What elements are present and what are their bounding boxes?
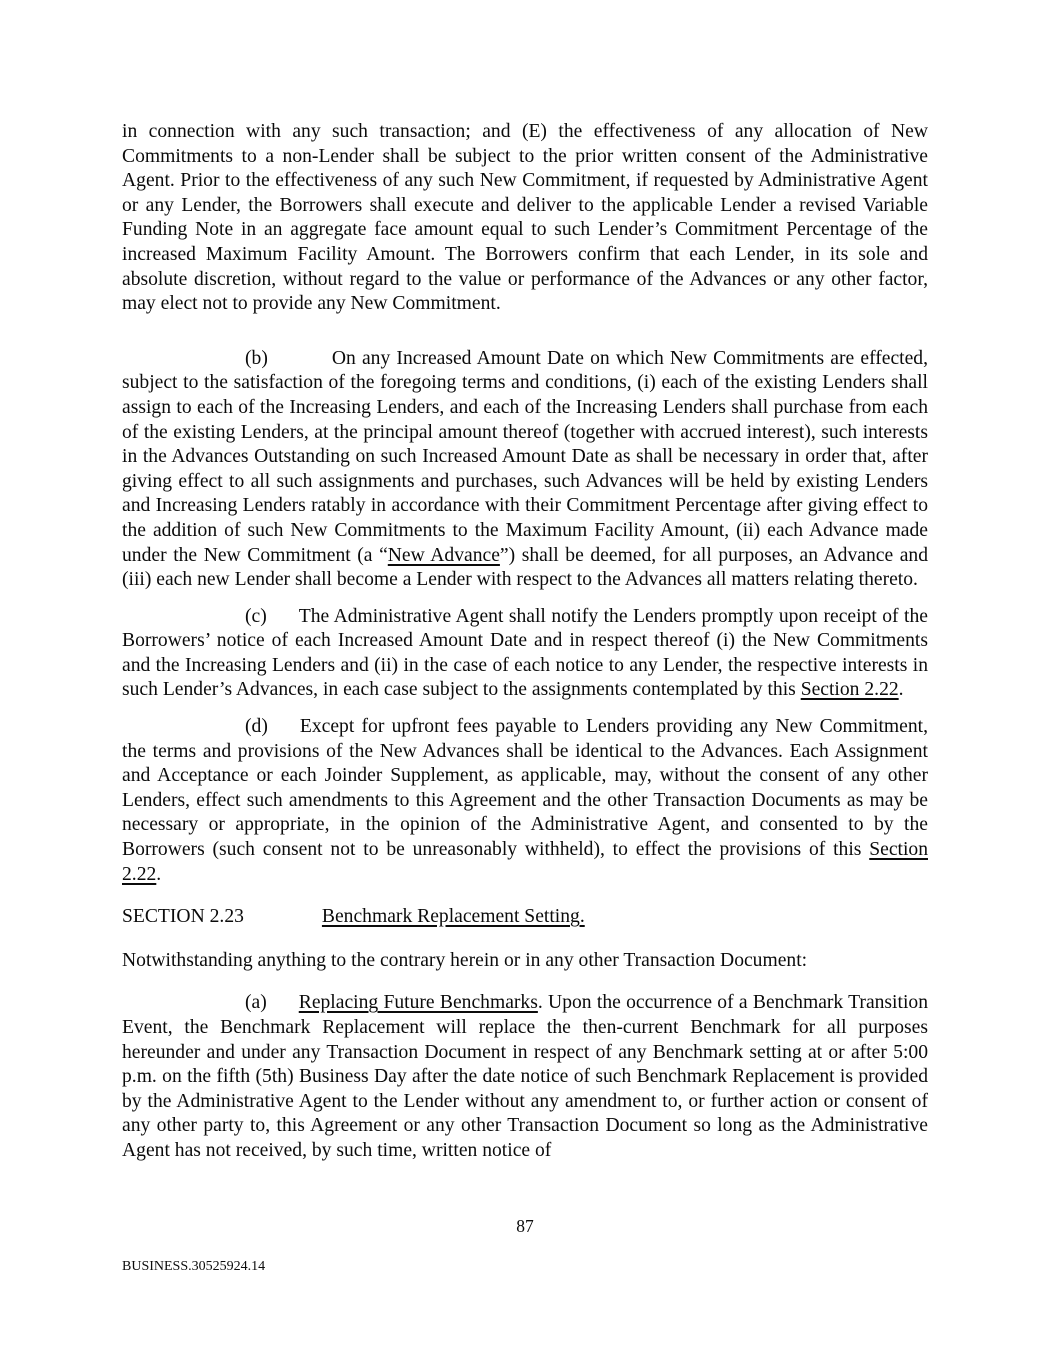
text-run: . [898, 679, 904, 701]
text-run: . [156, 863, 162, 885]
text-run: The Administrative Agent shall notify the Lenders promptly upon receipt of the Borrowers’ notice of each Increased Amount Date and in respect thereof (i) the New Commitments and the Increasing Lenders and (ii) in the case of each notice to any Lender, the respective interests in such Lender’s Advances, in each case subject to the assignments contemplated by this [122, 605, 928, 701]
paragraph-d [122, 715, 928, 887]
tab-spacer [244, 921, 322, 922]
tab-spacer [267, 1007, 299, 1008]
paragraph-d-label: (d) [245, 716, 268, 738]
paragraph-b-label: (b) [245, 347, 268, 369]
paragraph-a [122, 991, 928, 1163]
paragraph-c [122, 605, 928, 703]
underlined-text-run: Section 2.22 [122, 839, 928, 885]
underlined-text-run: Replacing Future Benchmarks [298, 992, 538, 1014]
paragraph-b-text [122, 348, 928, 590]
document-id-footer: BUSINESS.30525924.14 [122, 1259, 266, 1274]
tab-spacer [268, 363, 332, 364]
page-number: 87 [516, 1216, 534, 1236]
section-heading [122, 905, 928, 930]
paragraph-d-text [122, 716, 928, 885]
tab-spacer [267, 621, 299, 622]
text-run: . Upon the occurrence of a Benchmark Transition Event, the Benchmark Replacement will replace the then-current Benchmark for all purposes hereunder and under any Transaction Document in respect of any Benchmark setting at or after 5:00 p.m. on the fifth (5th) Business Day after the date notice of such Benchmark Replacement is provided by the Administrative Agent to the Lender without any amendment to, or further action or consent of any other party to, this Agreement or any other Transaction Document so long as the Administrative Agent has not received, by such time, written notice of [122, 992, 928, 1161]
text-run: On any Increased Amount Date on which New Commitments are effected, subject to the satisfaction of the foregoing terms and conditions, (i) each of the existing Lenders shall assign to each of the Increasing Lenders, and each of the Increasing Lenders shall purchase from each of the existing Lenders, at the principal amount thereof (together with accrued interest), such interests in the Advances Outstanding on such Increased Amount Date as shall be necessary in order that, after giving effect to all such assignments and purchases, such Advances will be held by existing Lenders and Increasing Lenders ratably in accordance with their Commitment Percentage after giving effect to the addition of such New Commitments to the Maximum Facility Amount, (ii) each Advance made under the New Commitment (a “ [122, 347, 928, 566]
paragraph-b [122, 347, 928, 593]
paragraph-a-label: (a) [245, 992, 267, 1014]
underlined-text-run: New Advance [387, 544, 500, 566]
tab-spacer [268, 731, 300, 732]
text-run: Except for upfront fees payable to Lenders providing any New Commitment, the terms and provisions of the New Advances shall be identical to the Advances. Each Assignment and Acceptance or each Joinder Supplement, as applicable, may, without the consent of any other Lenders, effect such amendments to this Agreement and the other Transaction Documents as may be necessary or appropriate, in the opinion of the Administrative Agent, and consented to by the Borrowers (such consent not to be unreasonably withheld), to effect the provisions of this [122, 716, 928, 861]
underlined-text-run: Section 2.22 [800, 679, 899, 701]
section-title: Benchmark Replacement Setting. [321, 906, 585, 928]
paragraph-c-text [122, 606, 928, 701]
text-run: in connection with any such transaction; and (E) the effectiveness of any allocation of New Commitments to a non-Lender shall be subject to the prior written consent of the Administrative Agent. Prior to the effectiveness of any such New Commitment, if requested by Administrative Agent or any Lender, the Borrowers shall execute and deliver to the applicable Lender a revised Variable Funding Note in an aggregate face amount equal to such Lender’s Commitment Percentage of the increased Maximum Facility Amount. The Borrowers confirm that each Lender, in its sole and absolute discretion, without regard to the value or performance of the Advances or any other factor, may elect not to provide any New Commitment. [122, 121, 928, 315]
section-number: SECTION 2.23 [122, 906, 244, 928]
document-body [122, 120, 928, 1164]
paragraph-a-text [122, 992, 928, 1161]
text-run: ”) shall be deemed, for all purposes, an Advance and (iii) each new Lender shall become a Lender with respect to the Advances all matters relating thereto. [122, 544, 929, 591]
paragraph-continuation [122, 120, 928, 317]
paragraph-c-label: (c) [245, 605, 267, 627]
paragraph-notwithstanding: Notwithstanding anything to the contrary herein or in any other Transaction Document: [122, 949, 808, 971]
